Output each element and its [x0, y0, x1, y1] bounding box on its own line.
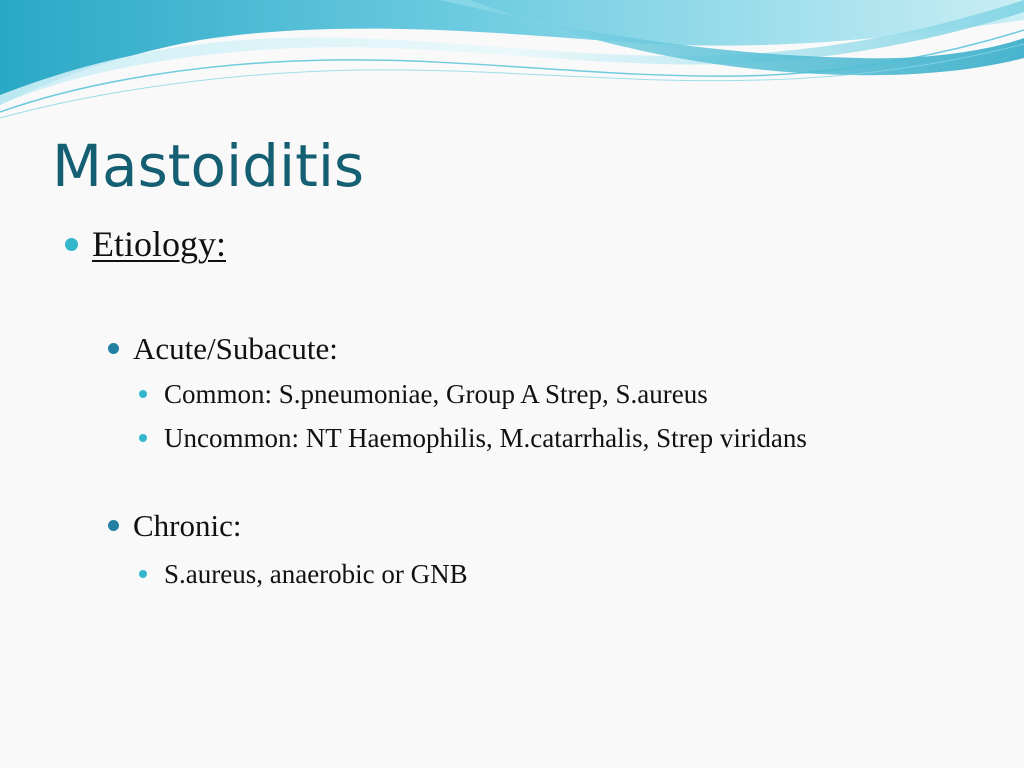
- list-item: [164, 557, 468, 591]
- section-chronic: [133, 506, 242, 546]
- list-item: [164, 421, 807, 455]
- section-acute-subacute: [133, 329, 338, 369]
- etiology-heading-label: Etiology:: [92, 224, 226, 264]
- header-wave-decoration: [0, 0, 1024, 125]
- list-item-text: S.aureus, anaerobic or GNB: [164, 559, 468, 589]
- bullet-icon: [65, 238, 78, 251]
- bullet-icon: [108, 520, 119, 531]
- etiology-heading: [92, 222, 226, 266]
- section-label: Chronic:: [133, 508, 242, 543]
- section-label: Acute/Subacute:: [133, 331, 338, 366]
- list-item-text: Common: S.pneumoniae, Group A Strep, S.aureus: [164, 379, 708, 409]
- slide-title: Mastoiditis: [52, 132, 365, 200]
- list-item: [164, 377, 708, 411]
- bullet-icon: [139, 570, 147, 578]
- bullet-icon: [139, 390, 147, 398]
- bullet-icon: [108, 343, 119, 354]
- list-item-text: Uncommon: NT Haemophilis, M.catarrhalis, Strep viridans: [164, 423, 807, 453]
- bullet-icon: [139, 434, 147, 442]
